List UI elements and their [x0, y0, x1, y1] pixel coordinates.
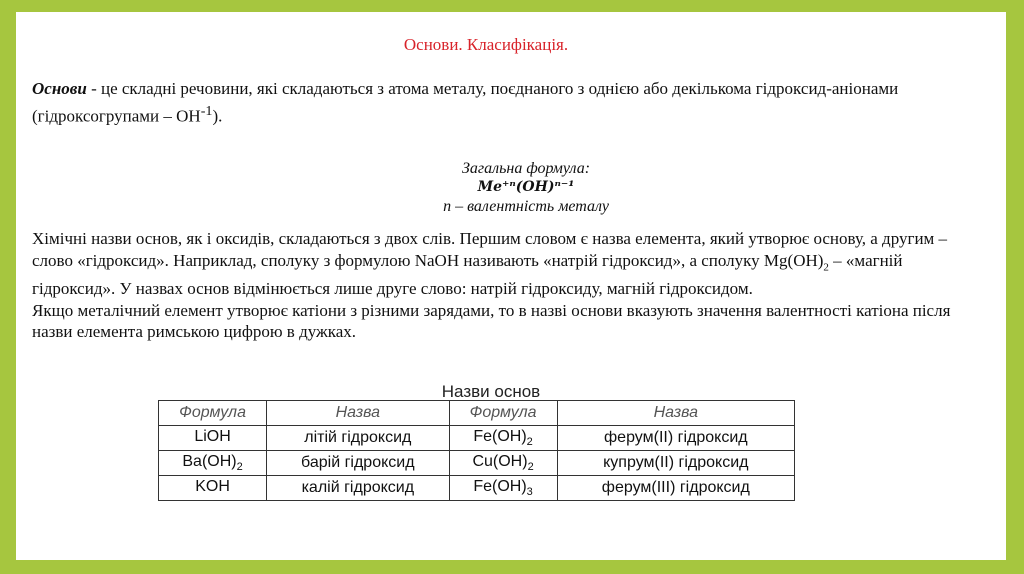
definition-end: ).	[212, 106, 223, 126]
definition-superscript: -1	[200, 103, 213, 119]
naming-paragraphs	[32, 228, 952, 343]
cell-formula: $Fe(OH)_2$	[449, 426, 557, 451]
slide	[16, 12, 1006, 560]
naming-part1: Хімічні назви основ, як і оксидів, складаються з двох слів. Першим словом є назва елемента, який утворює основу, а другим – слово «гідроксид». Наприклад, сполуку з формулою NaOH називають «натрій гідроксид», а сполуку Mg(OH)	[32, 229, 948, 270]
formula-note: n – валентність металу	[443, 198, 609, 215]
cell-name: барій гідроксид	[267, 451, 449, 476]
cell-formula: $Fe(OH)_3$	[449, 476, 557, 501]
formula-label: Загальна формула:	[461, 160, 591, 177]
header-name-2: Назва	[557, 401, 794, 426]
cell-name: калій гідроксид	[267, 476, 449, 501]
formula-block	[16, 159, 1024, 216]
table-title: Назви основ	[441, 382, 541, 401]
naming-part2: – «магній гідроксид». У назвах основ відмінюється лише друге слово: натрій гідроксиду, магній гідроксидом.	[32, 250, 903, 299]
header-name-1: Назва	[267, 401, 449, 426]
naming-paragraph-2: Якщо металічний елемент утворює катіони з різними зарядами, то в назві основи вказують значення валентності катіона після назви елемента римською цифрою в дужках.	[32, 300, 951, 342]
slide-title: Основи. Класифікація.	[403, 35, 569, 54]
cell-name: літій гідроксид	[267, 426, 449, 451]
table-row	[159, 426, 795, 451]
cell-formula: $Cu(OH)_2$	[449, 451, 557, 476]
naming-paragraph-1	[32, 228, 952, 300]
table-row	[159, 476, 795, 501]
header-formula-2: Формула	[449, 401, 557, 426]
cell-formula: LiOH	[159, 426, 267, 451]
cell-formula: KOH	[159, 476, 267, 501]
formula-expression: Me⁺ⁿ(OH)ⁿ⁻¹	[477, 179, 575, 195]
naming-sub: 2	[823, 260, 829, 273]
table-row	[159, 451, 795, 476]
bases-table	[158, 400, 795, 501]
table-header-row	[159, 401, 795, 426]
cell-name: купрум(II) гідроксид	[557, 451, 794, 476]
header-formula-1: Формула	[159, 401, 267, 426]
cell-formula: $Ba(OH)_2$	[159, 451, 267, 476]
definition-term: Основи	[32, 79, 87, 98]
definition-text: - це складні речовини, які складаються з атома металу, поєднаного з однією або декількома гідроксид-аніонами (гідроксогрупами – ОН	[32, 79, 899, 126]
cell-name: ферум(III) гідроксид	[557, 476, 794, 501]
definition-paragraph	[32, 78, 952, 128]
cell-name: ферум(II) гідроксид	[557, 426, 794, 451]
